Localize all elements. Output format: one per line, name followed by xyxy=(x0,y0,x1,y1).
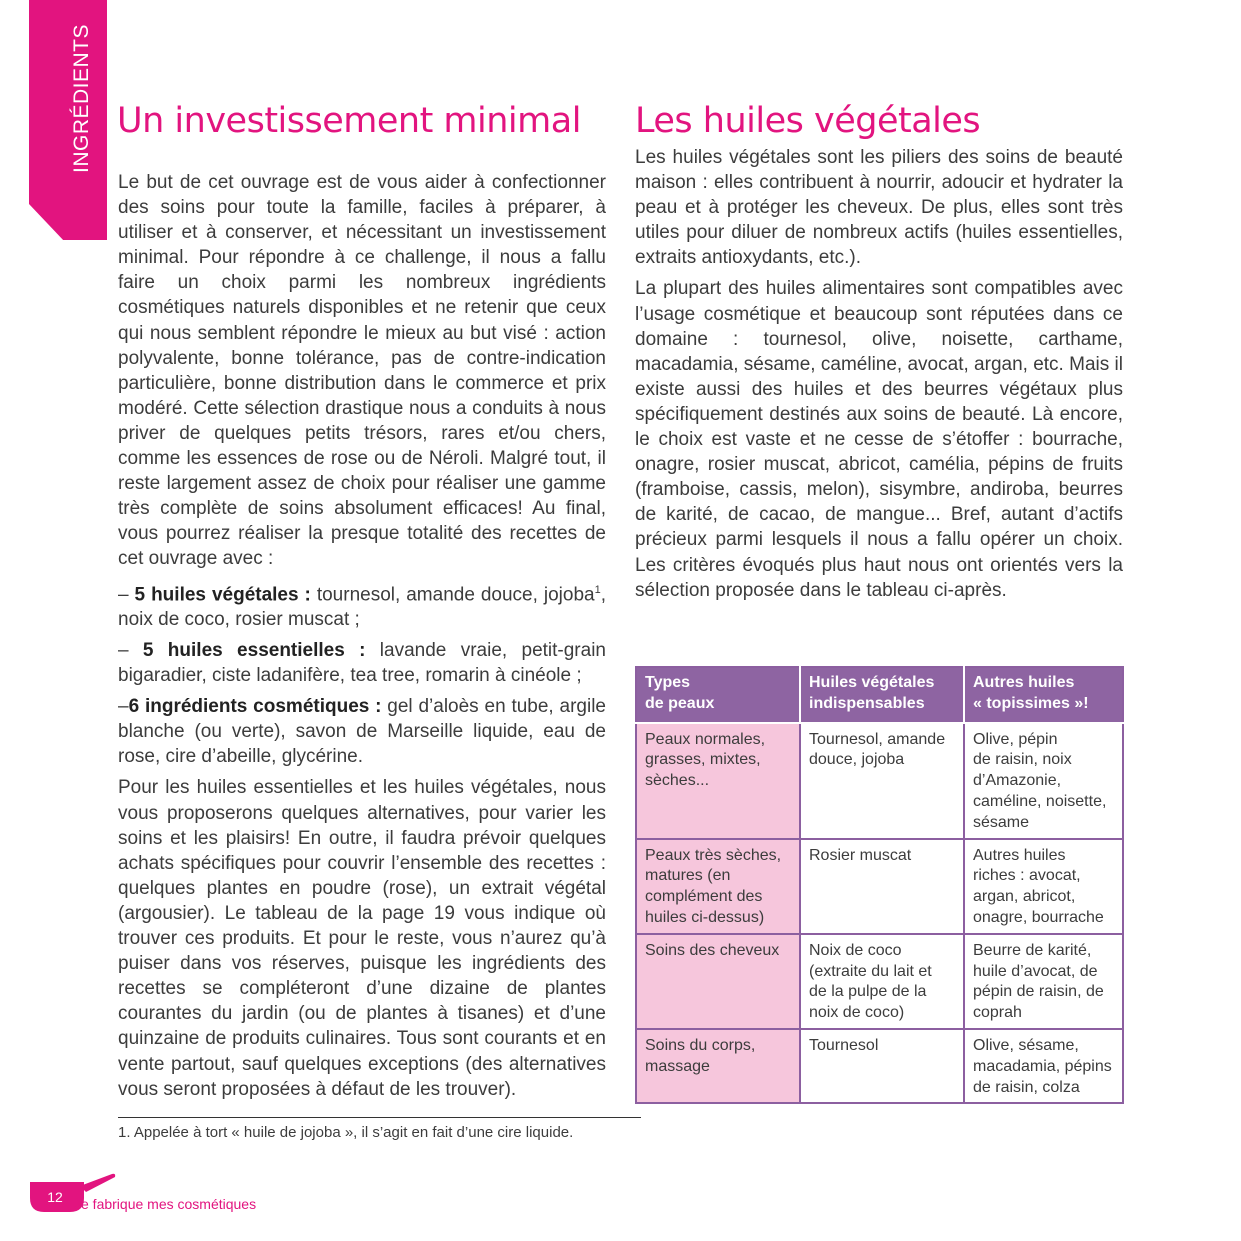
table-row xyxy=(636,839,1123,934)
table-header-cell: Types de peaux xyxy=(636,667,800,723)
table-cell: Peaux normales, grasses, mixtes, sèches... xyxy=(636,723,800,839)
table-cell: Tournesol xyxy=(800,1029,964,1103)
right-heading: Les huiles végétales xyxy=(635,101,981,141)
left-heading: Un investissement minimal xyxy=(117,101,581,141)
right-paragraph-2: La plupart des huiles alimentaires sont compatibles avec l’usage cosmétique et beaucoup sont réputées dans ce domaine : tournesol, olive, noisette, carthame, macadamia, sésame, caméline, avocat, argan, etc. Mais il existe aussi des huiles et des beurres végétaux plus spécifiquement destinés aux soins de beauté. Là encore, le choix est vaste et ne cesse de s’étoffer : bourrache, onagre, rosier muscat, abricot, camélia, pépins de fruits (framboise, cassis, melon), sisymbre, andiroba, beurres de karité, de cacao, de mangue... Bref, autant d’actifs précieux parmi lesquels il nous a fallu opérer un choix. Les critères évoqués plus haut nous ont orientés vers la sélection proposée dans le tableau ci-après. xyxy=(635,278,1123,601)
table-header-cell: Huiles végétales indispensables xyxy=(800,667,964,723)
list-item: –6 ingrédients cosmétiques : gel d’aloès en tube, argile blanche (ou verte), savon de Marseille liquide, eau de rose, cire d’abeille, glycérine. xyxy=(118,696,606,768)
left-paragraph-1: Le but de cet ouvrage est de vous aider à confectionner des soins pour toute la famille, faciles à préparer, à utiliser et à conserver, et nécessitant un investissement minimal. Pour répondre à ce challenge, il nous a fallu faire un choix parmi les nombreux ingrédients cosmétiques naturels disponibles et ne retenir que ceux qui nous semblent répondre le mieux au but visé : action polyvalente, bonne tolérance, pas de contre-indication particulière, bonne distribution dans le commerce et prix modéré. Cette sélection drastique nous a conduits à nous priver de quelques petits trésors, rares et/ou chers, comme les essences de rose ou de Néroli. Malgré tout, il reste largement assez de choix pour réaliser une gamme très complète de soins absolument efficaces! Au final, vous pourrez réaliser la presque totalité des recettes de cet ouvrage avec : xyxy=(118,172,606,570)
table-row xyxy=(636,723,1123,839)
footnote: 1. Appelée à tort « huile de jojoba », il s’agit en fait d’une cire liquide. xyxy=(118,1124,574,1141)
oils-table xyxy=(635,666,1124,1104)
table-row xyxy=(636,934,1123,1029)
footnote-divider xyxy=(118,1117,641,1118)
table-cell: Peaux très sèches, matures (en complément des huiles ci-dessus) xyxy=(636,839,800,934)
table-header-row xyxy=(636,667,1123,723)
table-cell: Rosier muscat xyxy=(800,839,964,934)
section-label: INGRÉDIENTS xyxy=(70,23,93,173)
table-row xyxy=(636,1029,1123,1103)
table-cell: Soins du corps, massage xyxy=(636,1029,800,1103)
table-cell: Tournesol, amande douce, jojoba xyxy=(800,723,964,839)
page-number: 12 xyxy=(47,1189,63,1205)
footnote-ref: 1 xyxy=(594,583,601,596)
book-title: Je fabrique mes cosmétiques xyxy=(74,1196,257,1212)
table-cell: Soins des cheveux xyxy=(636,934,800,1029)
right-paragraph-1: Les huiles végétales sont les piliers des soins de beauté maison : elles contribuent à nourrir, adoucir et hydrater la peau et à protéger les cheveux. De plus, elles sont très utiles pour diluer de nombreux actifs (huiles essentielles, extraits antioxydants, etc.). xyxy=(635,147,1123,269)
table-cell: Olive, sésame, macadamia, pépins de raisin, colza xyxy=(964,1029,1123,1103)
left-paragraph-2: Pour les huiles essentielles et les huiles végétales, nous vous proposerons quelques alternatives, pour varier les soins et les plaisirs! En outre, il faudra prévoir quelques achats spécifiques pour couvrir l’ensemble des recettes : quelques plantes en poudre (rose), un extrait végétal (argousier). Le tableau de la page 19 vous indique où trouver ces produits. Et pour le reste, vous n’aurez qu’à puiser dans vos réserves, puisque les ingrédients des recettes se compléteront d’une dizaine de plantes courantes du jardin (ou de plantes à tisanes) et d’une quinzaine de produits culinaires. Tous sont courants et en vente partout, sauf quelques exceptions (des alternatives vous seront proposées à défaut de les trouver). xyxy=(118,777,606,1100)
table-cell: Autres huiles riches : avocat, argan, abricot, onagre, bourrache xyxy=(964,839,1123,934)
table-cell: Olive, pépin de raisin, noix d’Amazonie, caméline, noisette, sésame xyxy=(964,723,1123,839)
table-header-cell: Autres huiles « topissimes »! xyxy=(964,667,1123,723)
table-cell: Noix de coco (extraite du lait et de la pulpe de la noix de coco) xyxy=(800,934,964,1029)
list-item: – 5 huiles végétales : tournesol, amande douce, jojoba$^1$, noix de coco, rosier muscat ; xyxy=(118,583,606,630)
list-item: – 5 huiles essentielles : lavande vraie, petit-grain bigaradier, ciste ladanifère, tea tree, romarin à cinéole ; xyxy=(118,640,606,687)
left-column xyxy=(118,170,606,1108)
table-cell: Beurre de karité, huile d’avocat, de pépin de raisin, de coprah xyxy=(964,934,1123,1029)
ingredient-list xyxy=(118,578,606,770)
section-tab-fold xyxy=(29,204,65,242)
right-column xyxy=(635,145,1123,609)
